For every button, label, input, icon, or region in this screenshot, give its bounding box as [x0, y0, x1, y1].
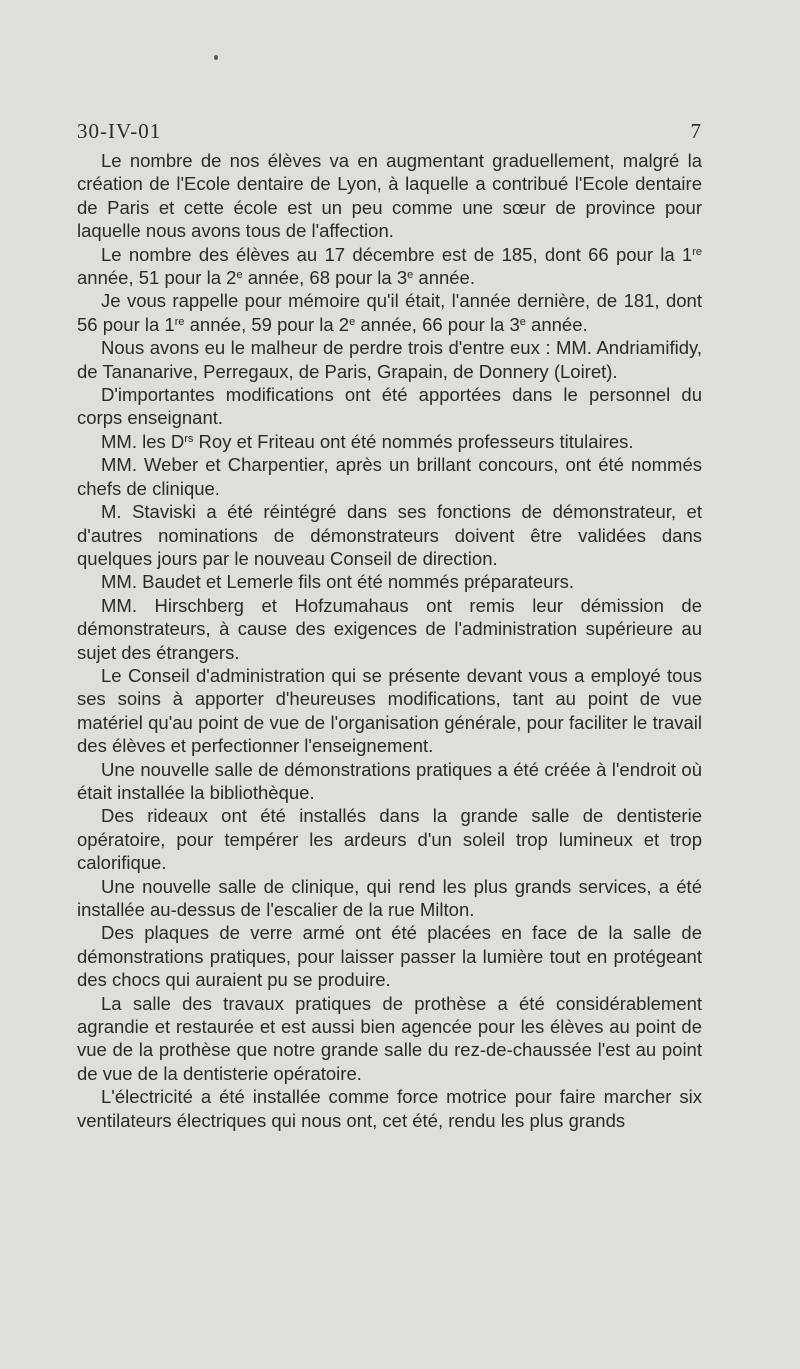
paragraph: La salle des travaux pratiques de prothèse a été considérablement agrandie et restaurée et est aussi bien agencée pour les élèves au point de vue de la prothèse que notre grande salle du rez-de-chaussée l'est au point de vue de la dentisterie opératoire.: [77, 992, 702, 1084]
paragraph: L'électricité a été installée comme force motrice pour faire marcher six ventilateurs électriques qui nous ont, cet été, rendu les plus grands: [77, 1086, 702, 1131]
paragraph: MM. Hirschberg et Hofzumahaus ont remis leur démission de démonstrateurs, à cause des exigences de l'administration supérieure au sujet des étrangers.: [77, 594, 702, 663]
paragraph: Le nombre des élèves au 17 décembre est de 185, dont 66 pour la 1re année, 51 pour la 2e année, 68 pour la 3e année.: [77, 243, 702, 289]
paragraph: Une nouvelle salle de clinique, qui rend les plus grands services, a été installée au-dessus de l'escalier de la rue Milton.: [77, 875, 702, 920]
paragraph: MM. Weber et Charpentier, après un brillant concours, ont été nommés chefs de clinique.: [77, 454, 702, 499]
ink-speck: [214, 55, 218, 60]
body-text: [77, 149, 702, 1132]
paragraph: Le Conseil d'administration qui se présente devant vous a employé tous ses soins à apporter d'heureuses modifications, tant au point de vue matériel qu'au point de vue de l'organisation générale, pour faciliter le travail des élèves et perfectionner l'enseignement.: [77, 664, 702, 757]
paragraph: Des plaques de verre armé ont été placées en face de la salle de démonstrations pratiques, pour laisser passer la lumière tout en protégeant des chocs qui auraient pu se produire.: [77, 922, 702, 991]
paragraph: Le nombre de nos élèves va en augmentant graduellement, malgré la création de l'Ecole dentaire de Lyon, à laquelle a contribué l'Ecole dentaire de Paris et cette école est un peu comme une sœur de province pour laquelle nous avons tous de l'affection.: [77, 150, 702, 242]
paragraph: M. Staviski a été réintégré dans ses fonctions de démonstrateur, et d'autres nominations de démonstrateurs doivent être validées dans quelques jours par le nouveau Conseil de direction.: [77, 501, 702, 569]
paragraph: Nous avons eu le malheur de perdre trois d'entre eux : MM. Andriamifidy, de Tananarive, Perregaux, de Paris, Grapain, de Donnery (Loiret).: [77, 337, 702, 382]
paragraph: Je vous rappelle pour mémoire qu'il était, l'année dernière, de 181, dont 56 pour la 1re année, 59 pour la 2e année, 66 pour la 3e année.: [77, 290, 702, 335]
paragraph: MM. Baudet et Lemerle fils ont été nommés préparateurs.: [101, 571, 574, 593]
paragraph: MM. les $D^{rs}$ Roy et Friteau ont été nommés professeurs titulaires.: [101, 430, 634, 452]
running-head: 30-IV-01: [77, 119, 162, 143]
page-header: [77, 115, 702, 147]
paragraph: D'importantes modifications ont été apportées dans le personnel du corps enseignant.: [77, 384, 702, 429]
page-number: 7: [690, 119, 702, 143]
paragraph: Une nouvelle salle de démonstrations pratiques a été créée à l'endroit où était installée la bibliothèque.: [77, 758, 702, 803]
paragraph: Des rideaux ont été installés dans la grande salle de dentisterie opératoire, pour tempérer les ardeurs d'un soleil trop lumineux et trop calorifique.: [77, 805, 702, 874]
